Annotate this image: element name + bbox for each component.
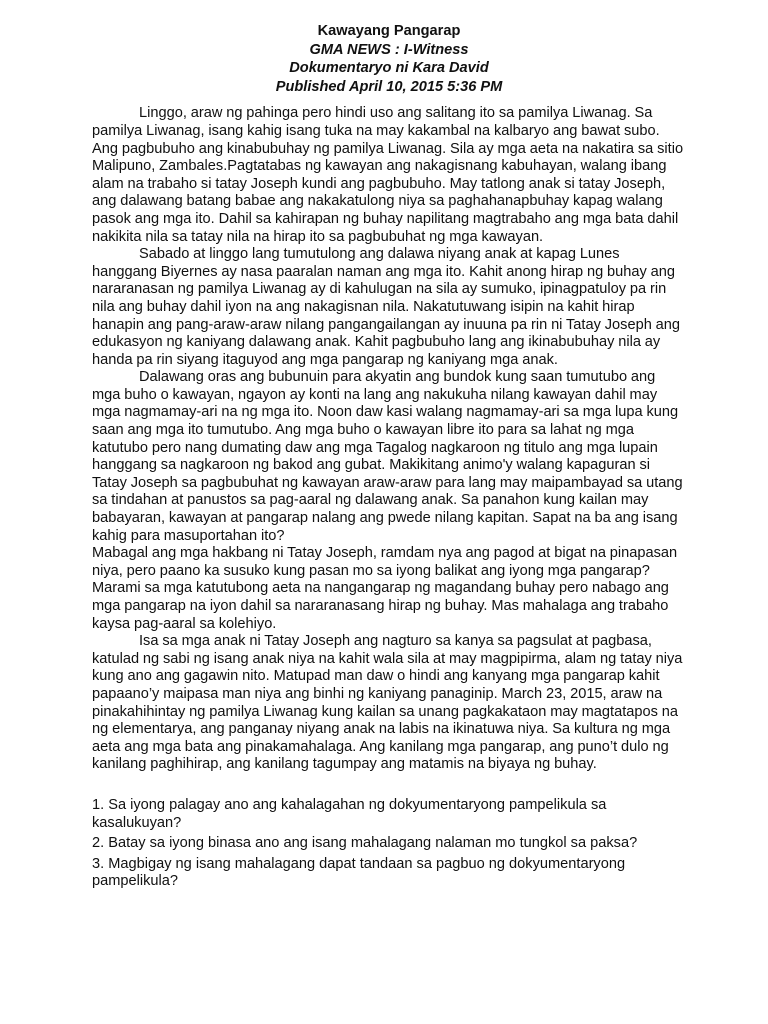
document-title: Kawayang Pangarap xyxy=(317,23,461,39)
question-item: 2. Batay sa iyong binasa ano ang isang mahalagang nalaman mo tungkol sa paksa? xyxy=(92,835,638,852)
paragraph: Sabado at linggo lang tumutulong ang dalawa niyang anak at kapag Lunes hanggang Biyernes ay nasa paaralan naman ang mga ito. Kahit anong hirap ng buhay ang nararanasan ng pamilya Liwanag ay di kahulugan na sila ay sumuko, ipinagpatuloy pa rin nila ang buhay dahil iyon na ang nakagisnan nila. Nakatutuwang isipin na kahit hirap hanapin ang pang-araw-araw nilang pangangailangan ay inuuna pa rin ni Tatay Joseph ang edukasyon ng kaniyang dalawang anak. Kahit pagbubuho lang ang ikinabubuhay nila ay handa pa rin siyang itaguyod ang mga pangarap ng kaniyang mga anak. xyxy=(92,246,681,368)
paragraph: Linggo, araw ng pahinga pero hindi uso ang salitang ito sa pamilya Liwanag. Sa pamilya Liwanag, isang kahig isang tuka na may kakambal na kalbaryo ang bawat subo. Ang pagbubuho ang kinabubuhay ng pamilya Liwanag. Sila ay mga aeta na nakatira sa sitio Malipuno, Zambales.Pagtatabas ng kawayan ang nakagisnang kabuhayan, walang ibang alam na trabaho si tatay Joseph kundi ang pagbubuho. May tatlong anak si tatay Joseph, ang dalawang batang babae ang nakakatulong niya sa paghahanapbuhay kapag walang pasok ang mga ito. Dahil sa kahirapan ng buhay napilitang magtrabaho ang mga bata dahil nakikita nila sa tatay nila na hirap ito sa pagbubuhat ng mga kawayan. xyxy=(92,105,684,245)
paragraph: Mabagal ang mga hakbang ni Tatay Joseph, ramdam nya ang pagod at bigat na pinapasan niya, pero paano ka susuko kung pasan mo sa iyong balikat ang iyong mga pangarap? Marami sa mga katutubong aeta na nangangarap ng magandang buhay pero nabago ang mga pangarap na iyon dahil sa nararanasang hirap ng buhay. Mas mahalaga ang trabaho kaysa pag-aaral sa kolehiyo. xyxy=(92,545,678,632)
document-published-date: Published April 10, 2015 5:36 PM xyxy=(275,78,503,95)
question-list xyxy=(92,797,686,891)
paragraph: Isa sa mga anak ni Tatay Joseph ang nagturo sa kanya sa pagsulat at pagbasa, katulad ng sabi ng isang anak niya na kahit wala sila at may magpipirma, alam ng tatay niya kung ano ang gagawin nito. Matupad man daw o hindi ang kanyang mga pangarap kahit papaano’y maipasa man niya ang binhi ng kaniyang panaginip. March 23, 2015, araw na pinakahihintay ng pamilya Liwanag kung kailan sa unang pagkakataon may magtatapos na ng elementarya, ang panganay niyang anak na labis na ikinatuwa niya. Sa kultura ng mga aeta ang mga bata ang pinakamahalaga. Ang kanilang mga pangarap, ang puno’t dulo ng kanilang paghihirap, ang kanilang tagumpay ang matamis na biyaya ng buhay. xyxy=(92,633,683,773)
document-source: GMA NEWS : I-Witness xyxy=(309,41,469,58)
paragraph: Dalawang oras ang bubunuin para akyatin ang bundok kung saan tumutubo ang mga buho o kawayan, ngayon ay konti na lang ang nakukuha nilang kawayan dahil may mga nagmamay-ari na ng mga ito. Noon daw kasi walang nagmamay-ari sa mga lupa kung saan ang mga ito tumutubo. Ang mga buho o kawayan libre ito para sa lahat ng mga katutubo pero nang dumating daw ang mga Tagalog nagkaroon ng titulo ang mga lupain hanggang sa nagkaroon ng bakod ang gubat. Makikitang animo'y walang kapaguran si Tatay Joseph sa pagbubuhat ng kawayan araw-araw para lang may maipambayad sa utang sa tindahan at panustos sa pag-aaral ng dalawang anak. Sa panahon kung kailan may babayaran, kawayan at pangarap nalang ang pwede nilang kapitan. Sapat na ba ang isang kahig para masuportahan ito? xyxy=(92,369,683,544)
document-header xyxy=(92,22,686,96)
document-page xyxy=(92,22,686,894)
document-body xyxy=(92,105,686,774)
document-author: Dokumentaryo ni Kara David xyxy=(289,60,489,77)
question-item: 1. Sa iyong palagay ano ang kahalagahan ng dokyumentaryong pampelikula sa kasalukuyan? xyxy=(92,796,607,831)
question-item: 3. Magbigay ng isang mahalagang dapat tandaan sa pagbuo ng dokyumentaryong pampelikula? xyxy=(92,855,626,890)
